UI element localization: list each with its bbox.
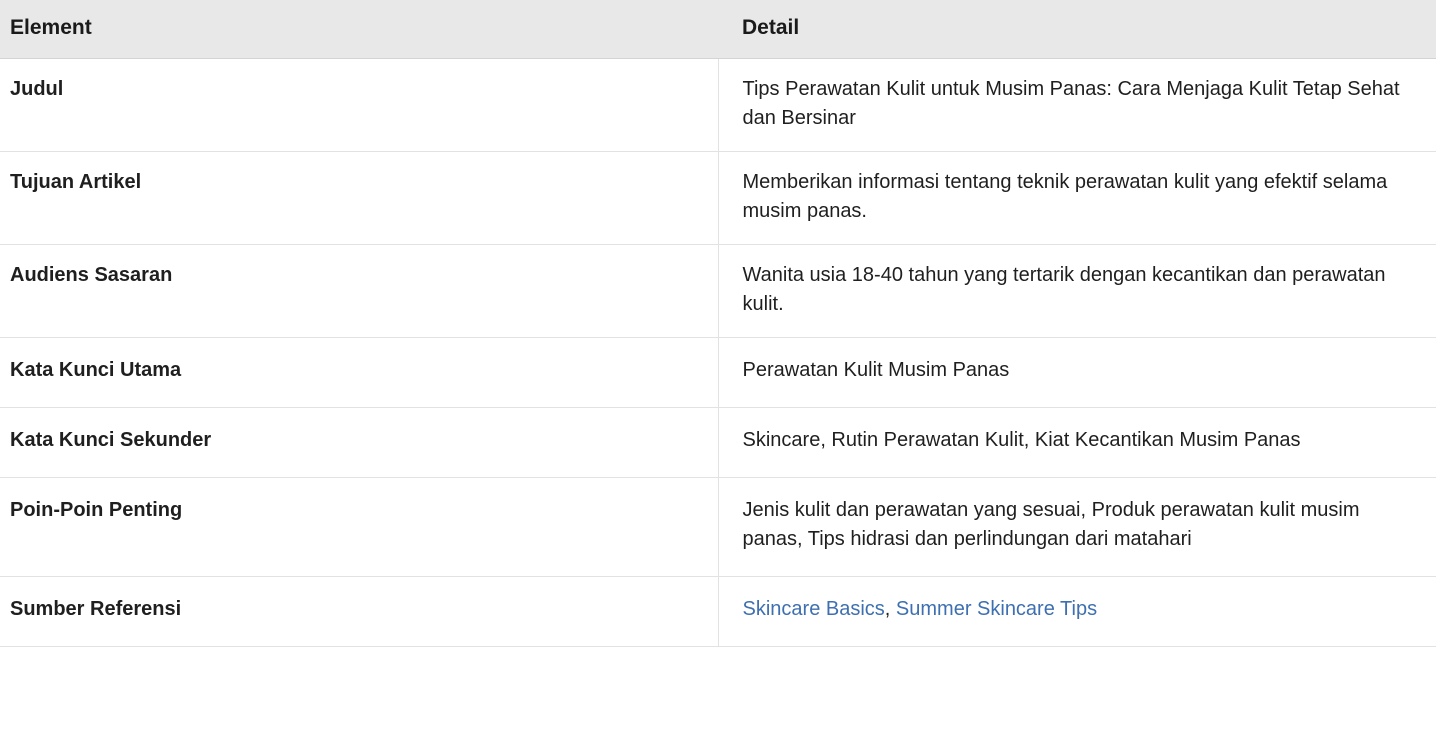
row-detail-kata-kunci-sekunder: Skincare, Rutin Perawatan Kulit, Kiat Kecantikan Musim Panas — [718, 408, 1436, 478]
reference-separator: , — [884, 598, 896, 620]
row-label-sumber-referensi: Sumber Referensi — [0, 577, 718, 647]
column-header-detail: Detail — [718, 0, 1436, 59]
row-label-poin-poin-penting: Poin-Poin Penting — [0, 478, 718, 577]
reference-link-skincare-basics[interactable]: Skincare Basics — [742, 598, 885, 620]
table-row — [0, 338, 1436, 408]
table-header — [0, 0, 1436, 59]
row-label-kata-kunci-sekunder: Kata Kunci Sekunder — [0, 408, 718, 478]
table-row — [0, 59, 1436, 152]
table-row — [0, 245, 1436, 338]
table-row — [0, 478, 1436, 577]
row-detail-sumber-referensi — [718, 577, 1436, 647]
row-detail-poin-poin-penting: Jenis kulit dan perawatan yang sesuai, Produk perawatan kulit musim panas, Tips hidrasi dan perlindungan dari matahari — [718, 478, 1436, 577]
row-label-tujuan-artikel: Tujuan Artikel — [0, 152, 718, 245]
table-row — [0, 577, 1436, 647]
table-body — [0, 59, 1436, 647]
table-row — [0, 152, 1436, 245]
column-header-element: Element — [0, 0, 718, 59]
table-row — [0, 408, 1436, 478]
row-label-kata-kunci-utama: Kata Kunci Utama — [0, 338, 718, 408]
reference-link-summer-skincare-tips[interactable]: Summer Skincare Tips — [895, 598, 1098, 620]
row-detail-tujuan-artikel: Memberikan informasi tentang teknik perawatan kulit yang efektif selama musim panas. — [718, 152, 1436, 245]
row-detail-judul: Tips Perawatan Kulit untuk Musim Panas: Cara Menjaga Kulit Tetap Sehat dan Bersinar — [718, 59, 1436, 152]
row-label-judul: Judul — [0, 59, 718, 152]
row-label-audiens-sasaran: Audiens Sasaran — [0, 245, 718, 338]
row-detail-kata-kunci-utama: Perawatan Kulit Musim Panas — [718, 338, 1436, 408]
table-header-row — [0, 0, 1436, 59]
row-detail-audiens-sasaran: Wanita usia 18-40 tahun yang tertarik dengan kecantikan dan perawatan kulit. — [718, 245, 1436, 338]
